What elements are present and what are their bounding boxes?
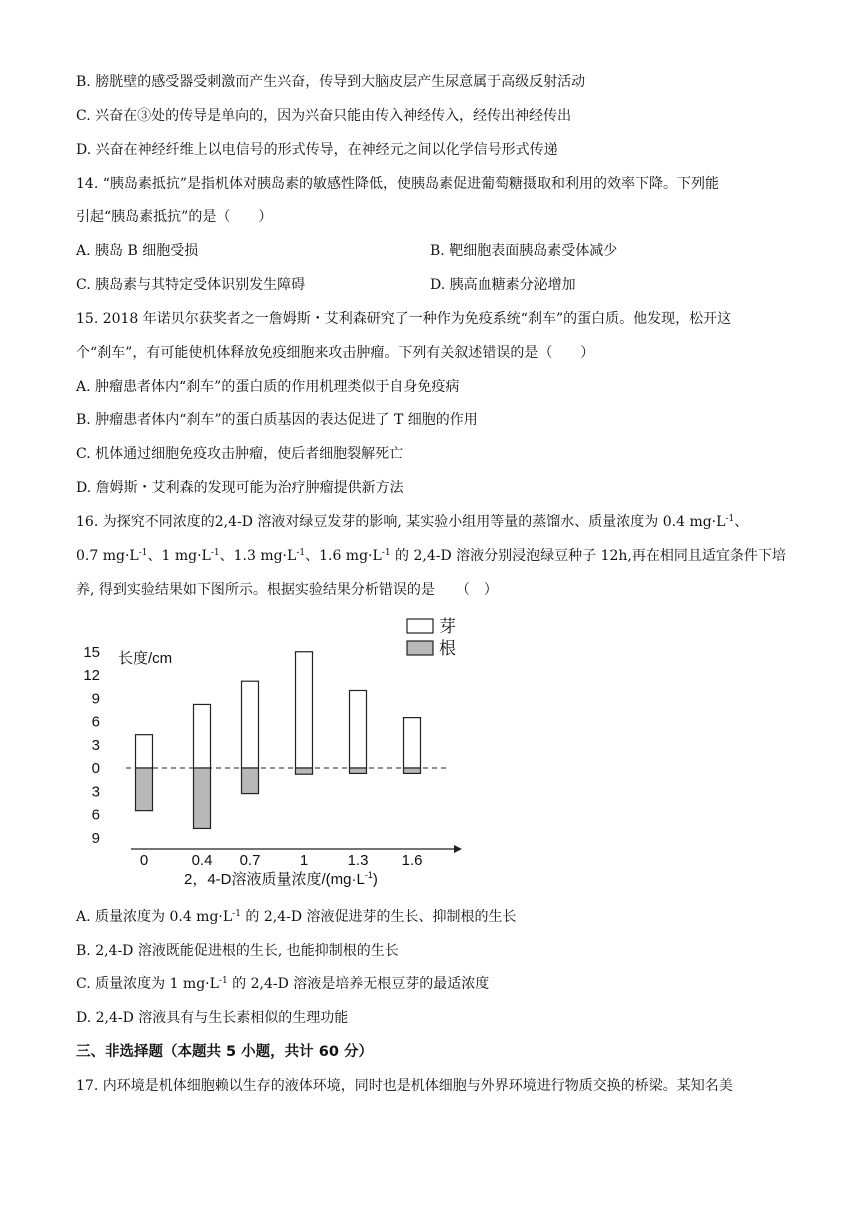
q13-option-c: C. 兴奋在③处的传导是单向的，因为兴奋只能由传入神经传入，经传出神经传出 bbox=[76, 108, 572, 124]
bar-root bbox=[296, 768, 313, 774]
q14-option-c: C. 胰岛素与其特定受体识别发生障碍 bbox=[76, 277, 306, 293]
x-tick-label: 0.7 bbox=[239, 852, 261, 869]
y-tick-label: 3 bbox=[91, 783, 100, 801]
q16-option-a: A. 质量浓度为 0.4 $mg\cdot L^{-1}$ 的 2,4-D 溶液促进芽的生长、抑制根的生长 bbox=[76, 909, 517, 925]
section-heading: 三、非选择题（本题共 5 小题，共计 60 分） bbox=[76, 1044, 373, 1060]
y-tick-label: 9 bbox=[91, 829, 100, 847]
bar-chart bbox=[76, 612, 476, 894]
y-tick-label: 9 bbox=[91, 690, 100, 708]
x-axis-arrow bbox=[454, 845, 462, 853]
q15-stem-line2: 个“刹车”，有可能使机体释放免疫细胞来攻击肿瘤。下列有关叙述错误的是（ ） bbox=[76, 345, 595, 361]
x-tick-label: 1.3 bbox=[347, 852, 369, 869]
bar-root bbox=[404, 768, 421, 773]
x-axis-label: 2，4-D溶液质量浓度$/(mg\cdot L^{-1})$ bbox=[184, 870, 378, 888]
q14-option-b: B. 靶细胞表面胰岛素受体减少 bbox=[430, 243, 618, 259]
x-tick-label: 1.6 bbox=[401, 852, 423, 869]
y-tick-label: 12 bbox=[83, 667, 100, 684]
bar-sprout bbox=[194, 704, 211, 768]
q16-option-c: C. 质量浓度为 1 $mg\cdot L^{-1}$ 的 2,4-D 溶液是培养无根豆芽的最适浓度 bbox=[76, 976, 490, 992]
x-tick-label: 0 bbox=[139, 852, 149, 869]
legend bbox=[407, 617, 456, 658]
y-tick-label: 3 bbox=[91, 736, 100, 754]
bar-sprout bbox=[404, 718, 421, 768]
q15-option-a: A. 肿瘤患者体内“刹车”的蛋白质的作用机理类似于自身免疫病 bbox=[76, 379, 460, 395]
y-tick-label: 6 bbox=[91, 713, 100, 731]
q15-stem-line1: 15. 2018 年诺贝尔获奖者之一詹姆斯・艾利森研究了一种作为免疫系统“刹车”的蛋白质。他发现，松开这 bbox=[76, 311, 732, 327]
q16-stem-line1: 16. 为探究不同浓度的2,4-D 溶液对绿豆发芽的影响, 某实验小组用等量的蒸馏水、质量浓度为 0.4 $mg\cdot L^{-1}$、 bbox=[76, 514, 749, 530]
legend-swatch bbox=[407, 641, 433, 655]
q14-option-a: A. 胰岛 B 细胞受损 bbox=[76, 243, 199, 259]
y-tick-label: 0 bbox=[91, 760, 100, 777]
q13-option-d: D. 兴奋在神经纤维上以电信号的形式传导，在神经元之间以化学信号形式传递 bbox=[76, 142, 558, 158]
legend-label: 根 bbox=[439, 639, 456, 658]
y-axis-label: 长度/cm bbox=[118, 650, 173, 667]
legend-swatch bbox=[407, 619, 433, 633]
bar-root bbox=[194, 768, 211, 828]
q15-option-c: C. 机体通过细胞免疫攻击肿瘤，使后者细胞裂解死亡 bbox=[76, 446, 404, 462]
y-tick-label: 6 bbox=[91, 806, 100, 824]
q16-option-d: D. 2,4-D 溶液具有与生长素相似的生理功能 bbox=[76, 1010, 349, 1026]
q16-stem-line3: 养, 得到实验结果如下图所示。根据实验结果分析错误的是 （ ） bbox=[76, 582, 498, 598]
q16-option-b: B. 2,4-D 溶液既能促进根的生长, 也能抑制根的生长 bbox=[76, 943, 399, 959]
q15-option-b: B. 肿瘤患者体内“刹车”的蛋白质基因的表达促进了 T 细胞的作用 bbox=[76, 412, 478, 428]
bar-root bbox=[242, 768, 259, 794]
q14-stem-line2: 引起“胰岛素抵抗”的是（ ） bbox=[76, 209, 273, 225]
y-tick-label: 15 bbox=[83, 643, 100, 661]
bar-root bbox=[350, 768, 367, 773]
bar-sprout bbox=[136, 735, 153, 768]
q13-option-b: B. 膀胱壁的感受器受刺激而产生兴奋，传导到大脑皮层产生尿意属于高级反射活动 bbox=[76, 74, 586, 90]
bar-root bbox=[136, 768, 153, 811]
x-tick-label: 0.4 bbox=[191, 852, 213, 869]
x-tick-label: 1 bbox=[299, 852, 309, 869]
q15-option-d: D. 詹姆斯・艾利森的发现可能为治疗肿瘤提供新方法 bbox=[76, 480, 404, 496]
q14-stem-line1: 14. “胰岛素抵抗”是指机体对胰岛素的敏感性降低，使胰岛素促进葡萄糖摄取和利用的效率下降。下列能 bbox=[76, 176, 720, 192]
legend-label: 芽 bbox=[439, 617, 456, 636]
bar-sprout bbox=[242, 681, 259, 768]
bar-sprout bbox=[296, 652, 313, 768]
q17-stem-line1: 17. 内环境是机体细胞赖以生存的液体环境，同时也是机体细胞与外界环境进行物质交换的桥梁。某知名美 bbox=[76, 1078, 733, 1094]
q16-stem-line2: 0.7 $mg\cdot L^{-1}$、1 $mg\cdot L^{-1}$、1.3 $mg\cdot L^{-1}$、1.6 $mg\cdot L^{-1}$ 的 2,4-D 溶液分别浸泡绿豆种子 12h,再在相同且适宜条件下培 bbox=[76, 548, 786, 564]
q14-option-d: D. 胰高血糖素分泌增加 bbox=[430, 277, 576, 293]
bar-sprout bbox=[350, 691, 367, 769]
